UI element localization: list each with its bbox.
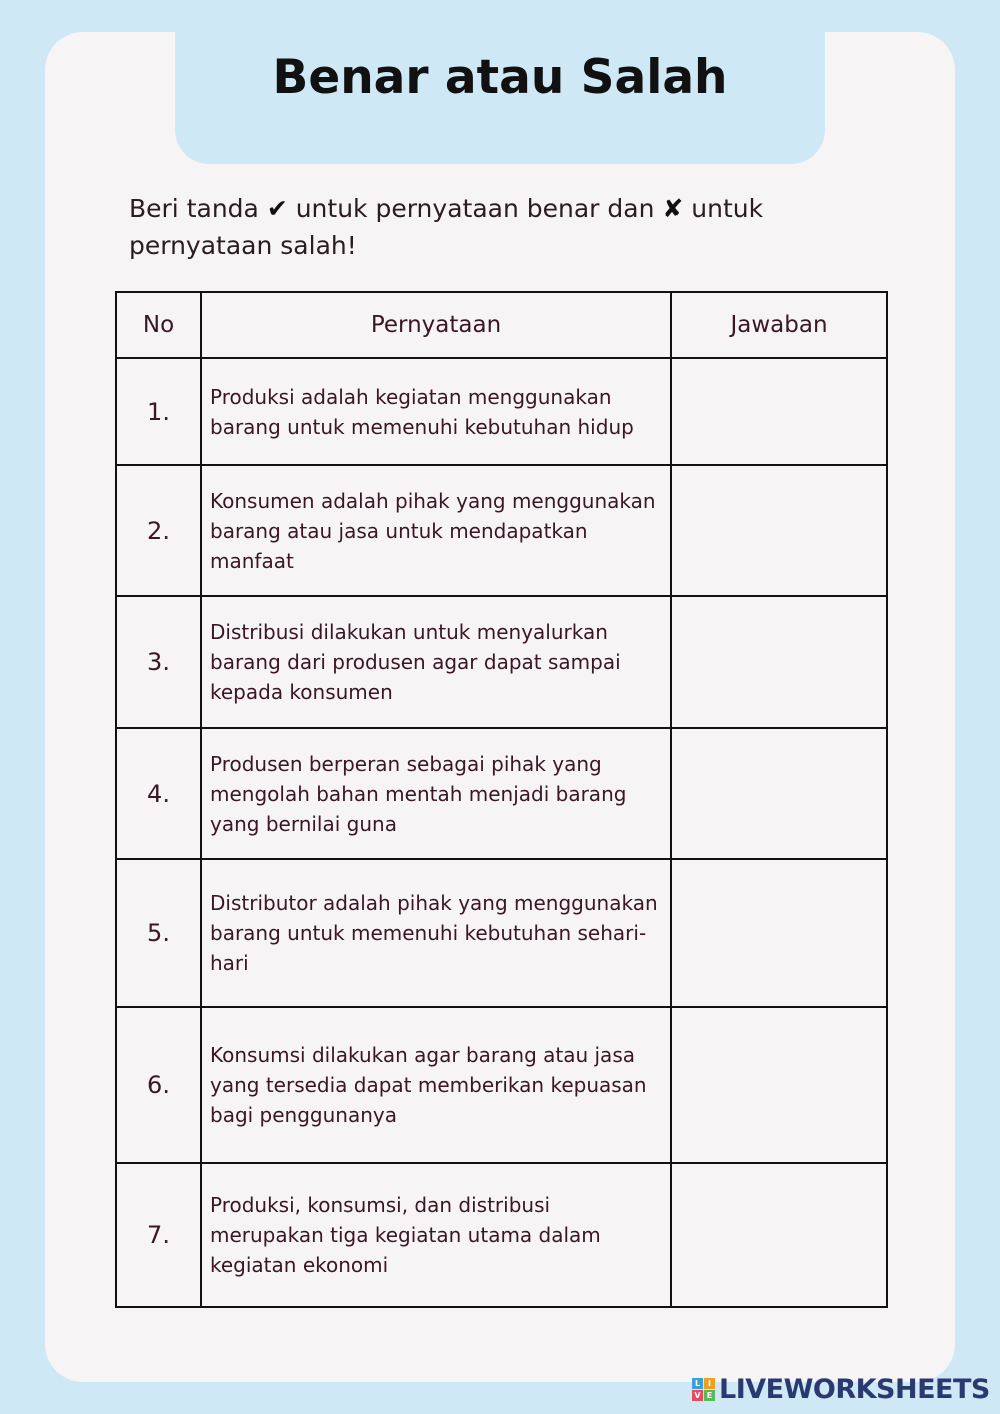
row-number: 7.	[116, 1163, 201, 1307]
instruction-text: Beri tanda ✔ untuk pernyataan benar dan ✘ untuk pernyataan salah!	[129, 194, 764, 260]
row-statement: Produksi adalah kegiatan menggunakan barang untuk memenuhi kebutuhan hidup	[201, 358, 671, 465]
row-number: 2.	[116, 465, 201, 596]
logo-text: LIVEWORKSHEETS	[719, 1374, 990, 1405]
row-number: 3.	[116, 596, 201, 728]
header-statement: Pernyataan	[201, 292, 671, 358]
row-statement: Produksi, konsumsi, dan distribusi merupakan tiga kegiatan utama dalam kegiatan ekonomi	[201, 1163, 671, 1307]
true-false-table	[115, 291, 888, 1308]
header-answer: Jawaban	[671, 292, 887, 358]
table-row	[116, 728, 887, 859]
row-number: 5.	[116, 859, 201, 1007]
row-statement: Konsumen adalah pihak yang menggunakan barang atau jasa untuk mendapatkan manfaat	[201, 465, 671, 596]
answer-cell[interactable]	[671, 1007, 887, 1163]
row-statement: Produsen berperan sebagai pihak yang mengolah bahan mentah menjadi barang yang bernilai guna	[201, 728, 671, 859]
row-number: 4.	[116, 728, 201, 859]
page-title: Benar atau Salah	[272, 50, 728, 105]
header-no: No	[116, 292, 201, 358]
table-header-row	[116, 292, 887, 358]
check-mark-icon: ✔	[266, 194, 288, 223]
liveworksheets-logo	[692, 1374, 990, 1405]
answer-cell[interactable]	[671, 358, 887, 465]
table-row	[116, 1007, 887, 1163]
row-statement: Distributor adalah pihak yang menggunakan barang untuk memenuhi kebutuhan sehari-hari	[201, 859, 671, 1007]
row-statement: Konsumsi dilakukan agar barang atau jasa yang tersedia dapat memberikan kepuasan bagi penggunanya	[201, 1007, 671, 1163]
table-row	[116, 1163, 887, 1307]
table-row	[116, 596, 887, 728]
answer-cell[interactable]	[671, 1163, 887, 1307]
answer-cell[interactable]	[671, 728, 887, 859]
cross-mark-icon: ✘	[662, 194, 684, 223]
answer-cell[interactable]	[671, 596, 887, 728]
answer-cell[interactable]	[671, 859, 887, 1007]
row-number: 1.	[116, 358, 201, 465]
table-row	[116, 859, 887, 1007]
table-row	[116, 358, 887, 465]
answer-cell[interactable]	[671, 465, 887, 596]
logo-blocks-icon: L I V E	[692, 1378, 715, 1401]
table-row	[116, 465, 887, 596]
row-statement: Distribusi dilakukan untuk menyalurkan barang dari produsen agar dapat sampai kepada konsumen	[201, 596, 671, 728]
row-number: 6.	[116, 1007, 201, 1163]
